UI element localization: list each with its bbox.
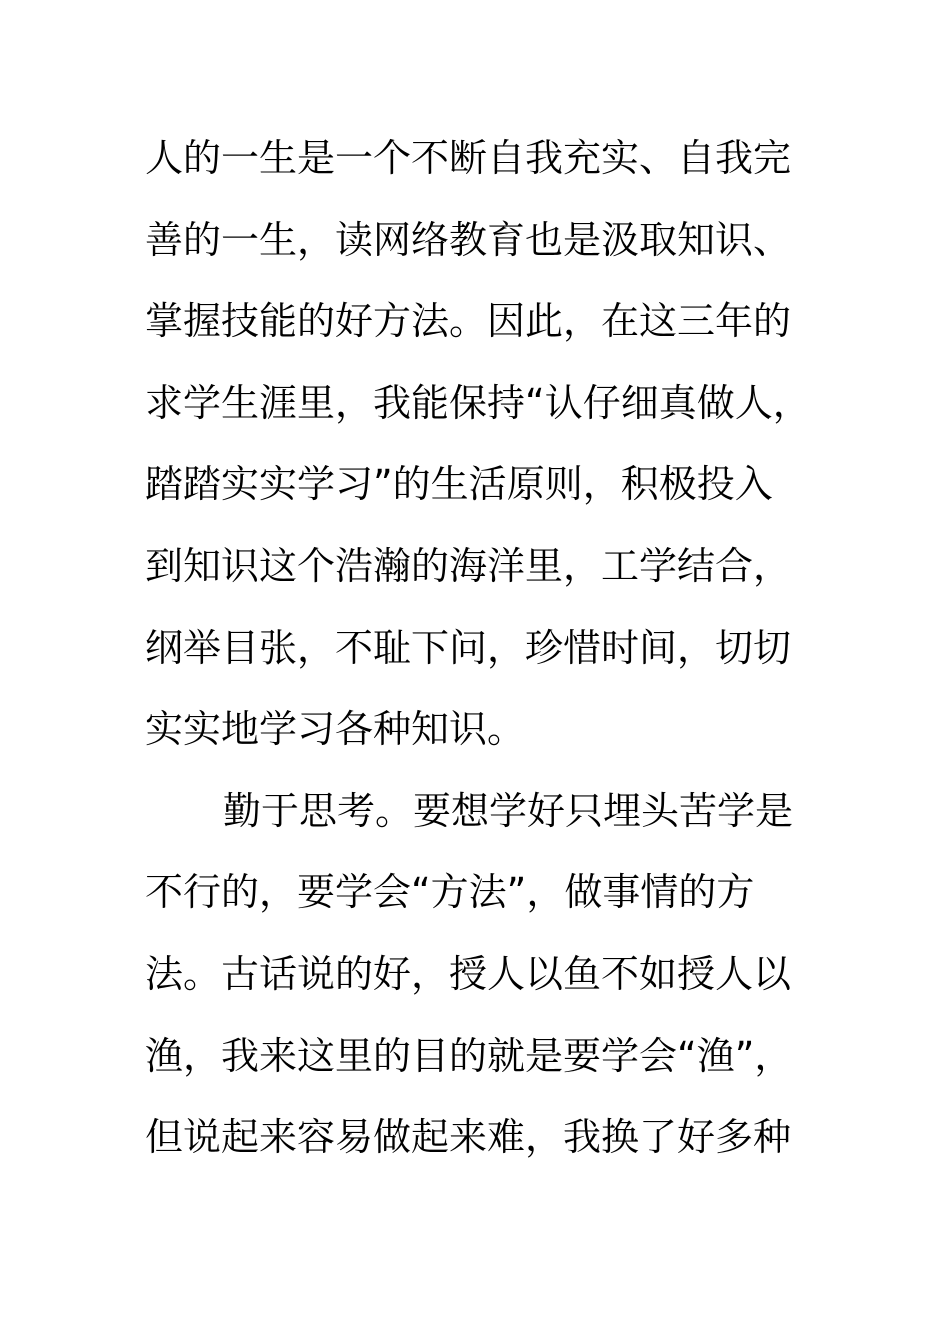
text-line: 渔，我来这里的目的就是要学会“渔”，: [145, 1033, 793, 1078]
text-line: 不行的，要学会“方法”，做事情的方: [145, 870, 755, 915]
text-line: 实实地学习各种知识。: [145, 707, 526, 752]
text-line: 到知识这个浩瀚的海洋里，工学结合，: [145, 543, 792, 588]
text-line: 纲举目张，不耻下问，珍惜时间，切切: [145, 625, 792, 670]
body-text: [145, 118, 845, 1179]
text-line: 但说起来容易做起来难，我换了好多种: [145, 1115, 792, 1160]
text-line: 踏踏实实学习”的生活原则，积极投入: [145, 462, 773, 507]
text-line: 掌握技能的好方法。因此，在这三年的: [145, 299, 792, 344]
text-line: 人的一生是一个不断自我充实、自我完: [145, 136, 792, 180]
paragraph-start-line: 勤于思考。要想学好只埋头苦学是: [223, 788, 794, 833]
text-line: 善的一生，读网络教育也是汲取知识、: [145, 217, 792, 262]
text-line: 法。古话说的好，授人以鱼不如授人以: [145, 951, 792, 996]
text-line: 求学生涯里，我能保持“认仔细真做人，: [145, 380, 811, 425]
